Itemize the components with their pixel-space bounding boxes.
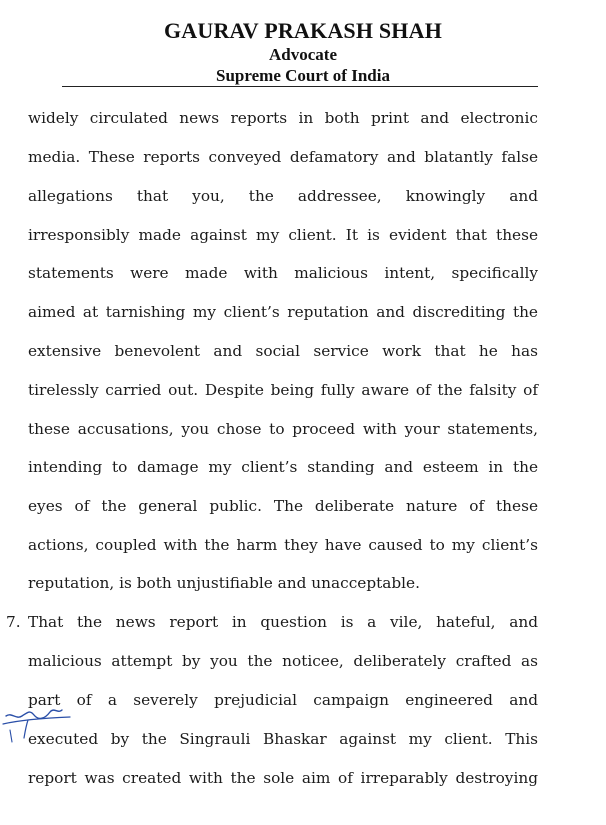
body-line: eyes of the general public. The deliberate nature of these	[28, 497, 538, 515]
body-line: allegations that you, the addressee, knowingly and	[28, 187, 538, 205]
letterhead-divider	[62, 86, 538, 87]
paragraph-number: 7.	[6, 613, 21, 631]
body-line: widely circulated news reports in both print and electronic	[28, 109, 538, 127]
body-line: malicious attempt by you the noticee, deliberately crafted as	[28, 652, 538, 670]
body-line: tirelessly carried out. Despite being fully aware of the falsity of	[28, 381, 538, 399]
handwritten-signature	[0, 690, 90, 750]
advocate-name: GAURAV PRAKASH SHAH	[163, 18, 443, 43]
body-line: intending to damage my client’s standing and esteem in the	[28, 458, 538, 476]
body-line: executed by the Singrauli Bhaskar against my client. This	[28, 730, 538, 748]
body-line: irresponsibly made against my client. It is evident that these	[28, 226, 538, 244]
body-line: media. These reports conveyed defamatory and blatantly false	[28, 148, 538, 166]
body-line: extensive benevolent and social service work that he has	[28, 342, 538, 360]
body-line: aimed at tarnishing my client’s reputation and discrediting the	[28, 303, 538, 321]
body-line: statements were made with malicious intent, specifically	[28, 264, 538, 282]
body-line: these accusations, you chose to proceed with your statements,	[28, 420, 538, 438]
court-name: Supreme Court of India	[216, 66, 390, 85]
body-line: actions, coupled with the harm they have caused to my client’s	[28, 536, 538, 554]
advocate-title: Advocate	[269, 45, 337, 64]
body-line: part of a severely prejudicial campaign engineered and	[28, 691, 538, 709]
body-line: report was created with the sole aim of irreparably destroying	[28, 769, 538, 787]
body-line: That the news report in question is a vile, hateful, and	[28, 613, 538, 631]
body-line: reputation, is both unjustifiable and unacceptable.	[28, 574, 420, 592]
